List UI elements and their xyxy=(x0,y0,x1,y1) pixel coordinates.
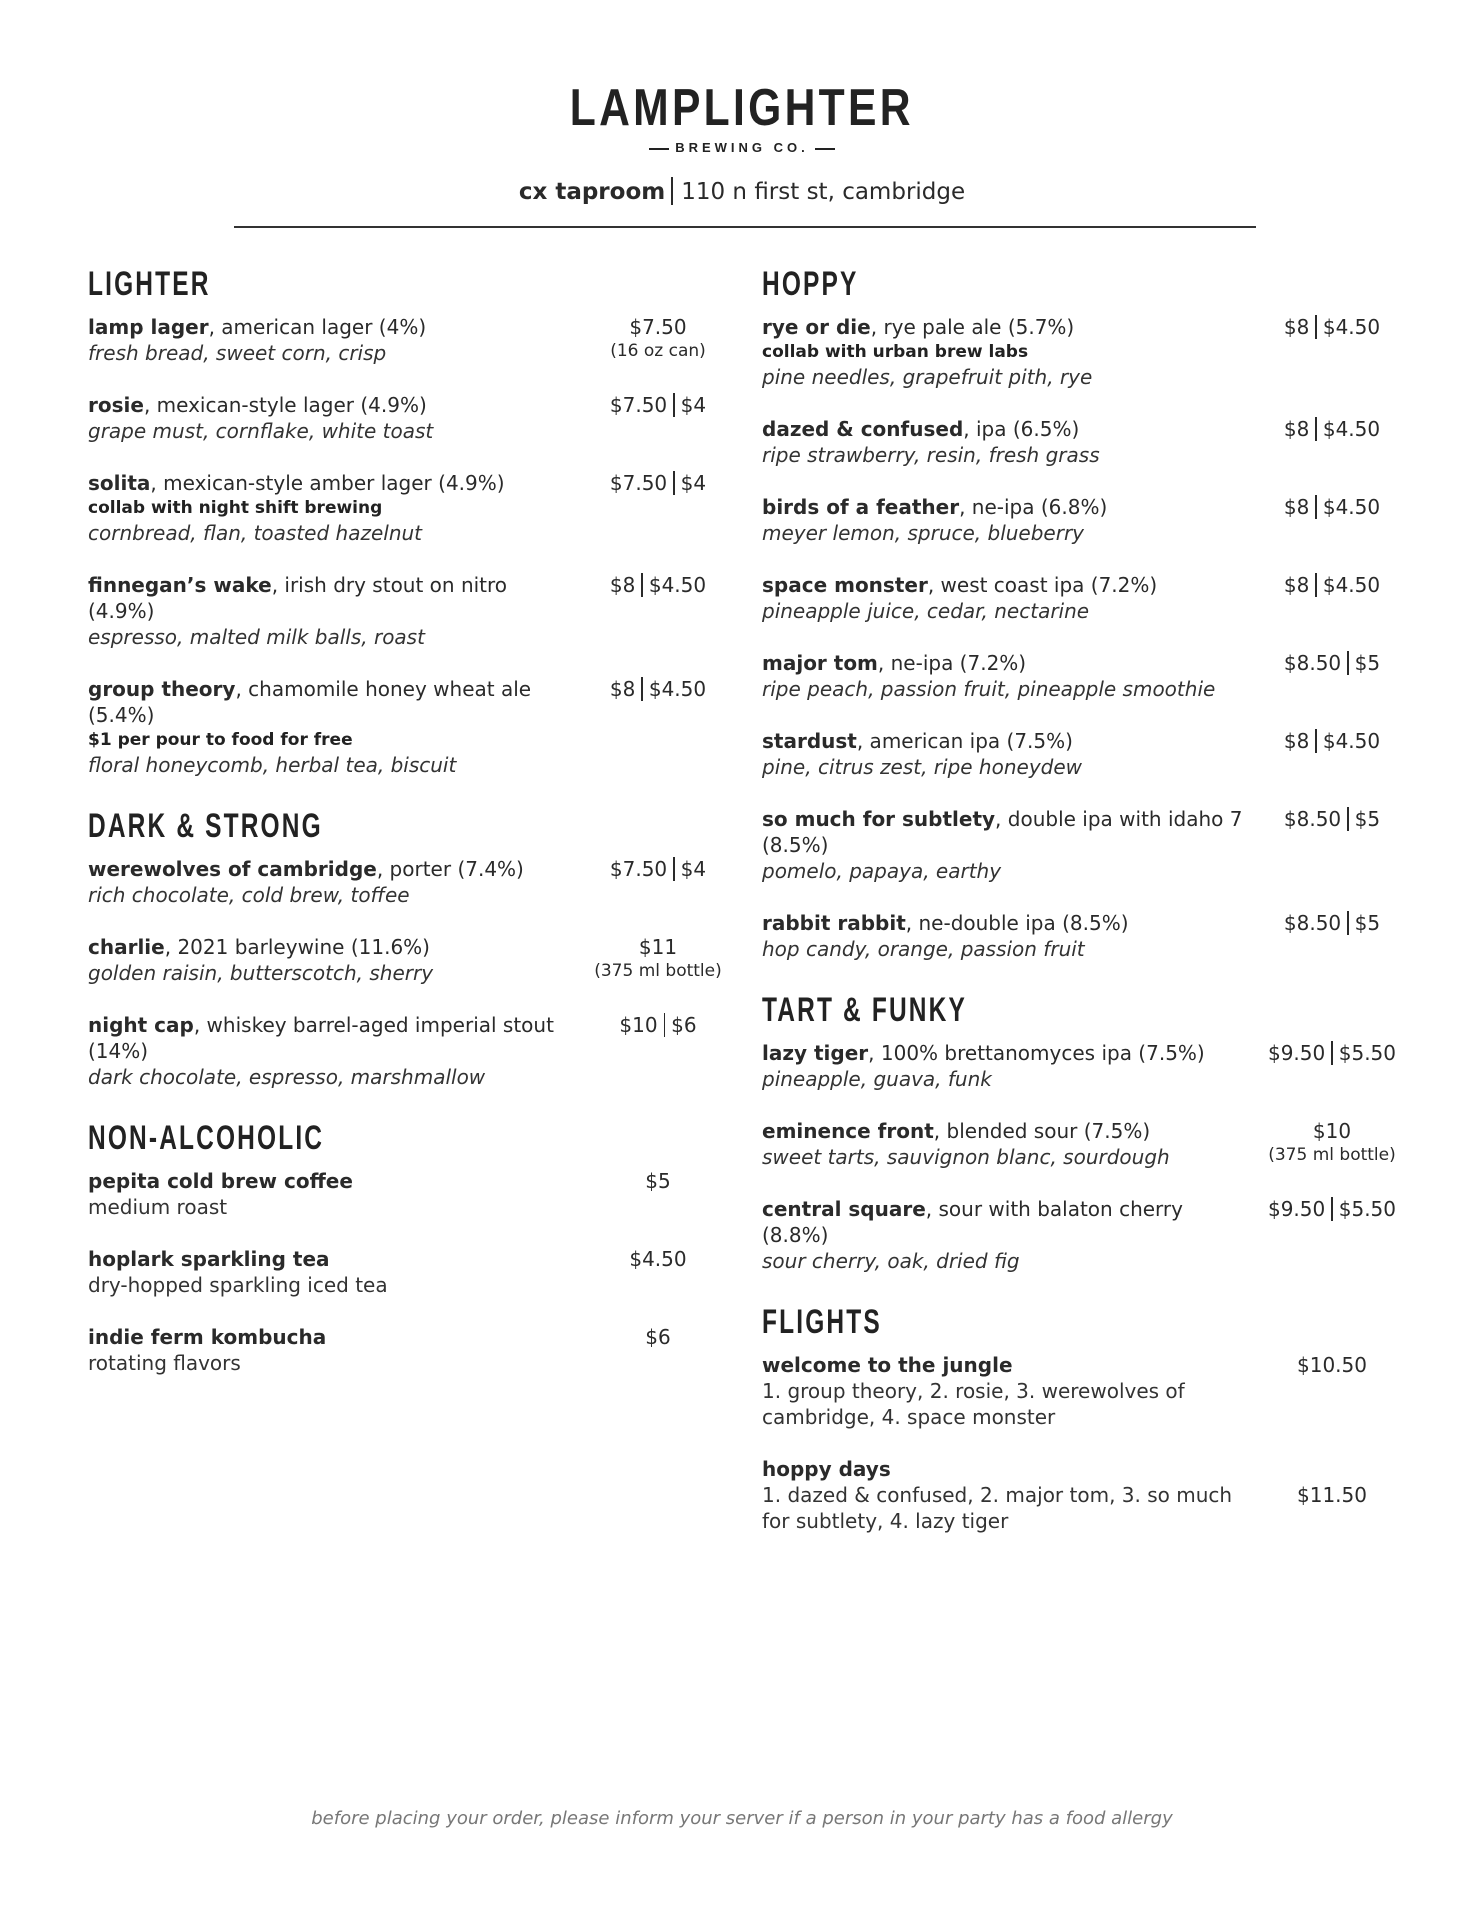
item-title-line xyxy=(762,572,1252,598)
menu-item xyxy=(88,1246,718,1298)
item-style: , whiskey barrel-aged imperial stout (14%) xyxy=(88,1013,554,1063)
item-title-line xyxy=(88,676,558,728)
item-style: , 100% brettanomyces ipa (7.5%) xyxy=(868,1041,1205,1065)
tasting-notes: rich chocolate, cold brew, toffee xyxy=(88,883,410,907)
price-divider xyxy=(1315,729,1317,753)
menu-item xyxy=(88,1012,718,1090)
price-divider xyxy=(1347,651,1349,675)
price-primary: $10 xyxy=(1312,1119,1352,1143)
item-description xyxy=(88,572,558,650)
menu-item xyxy=(762,650,1412,702)
item-detail: 1. dazed & confused, 2. major tom, 3. so much for subtlety, 4. lazy tiger xyxy=(762,1483,1233,1533)
item-description xyxy=(762,572,1252,624)
price-size: (375 ml bottle) xyxy=(1268,1145,1396,1165)
price-size: (16 oz can) xyxy=(610,341,706,361)
item-price xyxy=(1232,416,1432,442)
item-price xyxy=(578,934,738,982)
tasting-notes: hop candy, orange, passion fruit xyxy=(762,937,1085,961)
price-secondary: $4 xyxy=(680,393,707,417)
item-name: stardust xyxy=(762,729,857,753)
item-price xyxy=(1232,728,1432,754)
item-style: , blended sour (7.5%) xyxy=(933,1119,1151,1143)
item-title-line xyxy=(762,1118,1252,1144)
section-title: FLIGHTS xyxy=(762,1303,882,1341)
price-primary: $8 xyxy=(1283,495,1310,519)
item-name: night cap xyxy=(88,1013,194,1037)
location-line xyxy=(0,177,1484,205)
tasting-notes: pine, citrus zest, ripe honeydew xyxy=(762,755,1083,779)
price-primary: $4.50 xyxy=(629,1247,687,1271)
item-title-line xyxy=(88,1012,558,1064)
section-title: DARK & STRONG xyxy=(88,807,323,845)
item-name: lazy tiger xyxy=(762,1041,869,1065)
item-description xyxy=(88,470,558,546)
item-title-line xyxy=(762,806,1252,858)
price-primary: $11 xyxy=(638,935,678,959)
item-title-line xyxy=(762,1196,1252,1248)
price-primary: $8 xyxy=(1283,315,1310,339)
section-non-alcoholic xyxy=(88,1116,718,1376)
price-secondary: $5 xyxy=(1354,807,1381,831)
item-note: collab with urban brew labs xyxy=(762,342,1029,362)
price-divider xyxy=(641,573,643,597)
menu-item xyxy=(762,728,1412,780)
item-style: , mexican-style amber lager (4.9%) xyxy=(150,471,505,495)
item-description xyxy=(762,1040,1252,1092)
item-price xyxy=(578,1246,738,1272)
price-secondary: $4.50 xyxy=(648,573,707,597)
price-divider xyxy=(673,471,675,495)
price-divider xyxy=(1315,315,1317,339)
item-description xyxy=(762,728,1252,780)
menu-item xyxy=(88,392,718,444)
item-title-line xyxy=(88,572,558,624)
price-divider xyxy=(1347,807,1349,831)
item-name: major tom xyxy=(762,651,878,675)
price-divider xyxy=(673,393,675,417)
item-name: rabbit rabbit xyxy=(762,911,906,935)
tasting-notes: pomelo, papaya, earthy xyxy=(762,859,1002,883)
allergy-notice: before placing your order, please inform your server if a person in your party has a food allergy xyxy=(311,1808,1173,1829)
menu-item xyxy=(88,572,718,650)
item-description xyxy=(762,806,1252,884)
menu-item xyxy=(762,494,1412,546)
dash-right xyxy=(815,148,835,150)
brand-subtitle xyxy=(0,140,1484,155)
item-name: eminence front xyxy=(762,1119,934,1143)
item-title-line xyxy=(762,728,1252,754)
item-title-line xyxy=(762,910,1252,936)
item-detail: dry-hopped sparkling iced tea xyxy=(88,1273,388,1297)
item-name: so much for subtlety xyxy=(762,807,996,831)
item-price xyxy=(578,314,738,362)
item-description xyxy=(762,1118,1252,1170)
menu-item xyxy=(88,314,718,366)
item-title-line xyxy=(88,1324,558,1350)
item-description xyxy=(762,1196,1252,1274)
item-title-line xyxy=(762,1040,1252,1066)
price-secondary: $5 xyxy=(1354,651,1381,675)
menu-item xyxy=(762,1118,1412,1170)
item-name: lamp lager xyxy=(88,315,209,339)
header-rule xyxy=(234,226,1256,228)
tasting-notes: pineapple, guava, funk xyxy=(762,1067,992,1091)
price-size: (375 ml bottle) xyxy=(594,961,722,981)
item-description xyxy=(88,392,558,444)
item-style: , irish dry stout on nitro (4.9%) xyxy=(88,573,508,623)
item-name: indie ferm kombucha xyxy=(88,1325,327,1349)
item-description xyxy=(762,494,1252,546)
location-divider xyxy=(671,177,673,205)
item-title-line xyxy=(88,1168,558,1194)
price-secondary: $4 xyxy=(680,471,707,495)
item-title-line xyxy=(762,416,1252,442)
item-name: solita xyxy=(88,471,151,495)
item-style: , porter (7.4%) xyxy=(376,857,524,881)
tasting-notes: fresh bread, sweet corn, crisp xyxy=(88,341,387,365)
tasting-notes: espresso, malted milk balls, roast xyxy=(88,625,425,649)
item-style: , ne-ipa (6.8%) xyxy=(959,495,1108,519)
item-price xyxy=(1232,572,1432,598)
tasting-notes: dark chocolate, espresso, marshmallow xyxy=(88,1065,486,1089)
price-secondary: $4.50 xyxy=(1322,315,1381,339)
tasting-notes: pine needles, grapefruit pith, rye xyxy=(762,365,1093,389)
menu-item xyxy=(762,1196,1412,1274)
price-secondary: $5.50 xyxy=(1338,1041,1397,1065)
item-price xyxy=(578,1168,738,1194)
item-style: , mexican-style lager (4.9%) xyxy=(143,393,427,417)
item-title-line xyxy=(88,470,558,496)
price-secondary: $5 xyxy=(1354,911,1381,935)
item-style: , west coast ipa (7.2%) xyxy=(927,573,1158,597)
tasting-notes: sweet tarts, sauvignon blanc, sourdough xyxy=(762,1145,1170,1169)
menu-item xyxy=(762,416,1412,468)
item-title-line xyxy=(88,934,558,960)
item-name: space monster xyxy=(762,573,928,597)
price-primary: $8 xyxy=(609,573,636,597)
brand-name: LAMPLIGHTER xyxy=(569,79,915,137)
item-description xyxy=(88,1324,558,1376)
price-primary: $8 xyxy=(1283,417,1310,441)
price-divider xyxy=(1347,911,1349,935)
menu-item xyxy=(762,910,1412,962)
item-style: , american lager (4%) xyxy=(208,315,427,339)
item-name: group theory xyxy=(88,677,236,701)
section-tart-funky xyxy=(762,988,1412,1274)
item-name: hoppy days xyxy=(762,1457,891,1481)
menu-item xyxy=(88,1168,718,1220)
price-divider xyxy=(673,857,675,881)
price-primary: $8 xyxy=(609,677,636,701)
menu-item xyxy=(88,1324,718,1376)
item-description xyxy=(88,934,558,986)
item-detail: medium roast xyxy=(88,1195,228,1219)
item-price xyxy=(578,392,738,418)
menu-item xyxy=(762,314,1412,390)
item-style: , sour with balaton cherry (8.8%) xyxy=(762,1197,1183,1247)
item-title-line xyxy=(762,314,1252,340)
price-divider xyxy=(1331,1197,1333,1221)
item-price xyxy=(578,470,738,496)
item-description xyxy=(88,1012,558,1090)
item-name: rye or die xyxy=(762,315,871,339)
item-description xyxy=(762,416,1252,468)
item-title-line xyxy=(88,856,558,882)
menu-item xyxy=(88,934,722,986)
section-title: TART & FUNKY xyxy=(762,991,967,1029)
item-name: werewolves of cambridge xyxy=(88,857,377,881)
item-description xyxy=(88,856,558,908)
price-primary: $8.50 xyxy=(1283,911,1342,935)
item-description xyxy=(762,1352,1252,1430)
item-price xyxy=(1232,1482,1432,1508)
tasting-notes: ripe strawberry, resin, fresh grass xyxy=(762,443,1100,467)
price-secondary: $4.50 xyxy=(1322,729,1381,753)
menu-item xyxy=(762,806,1412,884)
tasting-notes: golden raisin, butterscotch, sherry xyxy=(88,961,434,985)
item-detail: rotating flavors xyxy=(88,1351,241,1375)
left-column xyxy=(88,262,722,1402)
item-style: , 2021 barleywine (11.6%) xyxy=(164,935,430,959)
item-name: rosie xyxy=(88,393,144,417)
section-title: HOPPY xyxy=(762,265,859,303)
price-primary: $11.50 xyxy=(1297,1483,1367,1507)
item-name: central square xyxy=(762,1197,926,1221)
tasting-notes: floral honeycomb, herbal tea, biscuit xyxy=(88,753,457,777)
price-primary: $6 xyxy=(645,1325,671,1349)
item-price xyxy=(1232,1118,1432,1166)
price-secondary: $6 xyxy=(671,1013,697,1037)
item-description xyxy=(762,650,1252,702)
menu-item xyxy=(762,1040,1412,1092)
brand-sub-text: BREWING CO. xyxy=(675,140,809,155)
item-price xyxy=(578,676,738,702)
price-secondary: $4.50 xyxy=(1322,417,1381,441)
item-style: , ipa (6.5%) xyxy=(963,417,1080,441)
section-dark-strong xyxy=(88,804,722,1090)
price-primary: $8.50 xyxy=(1283,807,1342,831)
item-name: welcome to the jungle xyxy=(762,1353,1013,1377)
brewery-logo xyxy=(0,78,1484,155)
price-primary: $7.50 xyxy=(609,471,668,495)
tasting-notes: meyer lemon, spruce, blueberry xyxy=(762,521,1085,545)
price-primary: $8.50 xyxy=(1283,651,1342,675)
location-name: cx taproom xyxy=(518,179,666,205)
price-divider xyxy=(1315,495,1317,519)
price-primary: $10.50 xyxy=(1297,1353,1367,1377)
item-name: dazed & confused xyxy=(762,417,964,441)
price-secondary: $4.50 xyxy=(648,677,707,701)
right-column xyxy=(762,262,1412,1560)
price-divider xyxy=(641,677,643,701)
price-secondary: $4 xyxy=(680,857,707,881)
tasting-notes: sour cherry, oak, dried fig xyxy=(762,1249,1020,1273)
item-description xyxy=(88,1168,558,1220)
item-note: $1 per pour to food for free xyxy=(88,730,353,750)
menu-item xyxy=(88,676,718,778)
item-name: hoplark sparkling tea xyxy=(88,1247,330,1271)
item-title-line xyxy=(762,1352,1252,1378)
tasting-notes: grape must, cornflake, white toast xyxy=(88,419,434,443)
price-primary: $5 xyxy=(645,1169,671,1193)
item-price xyxy=(1232,650,1432,676)
item-title-line xyxy=(762,650,1252,676)
item-note: collab with night shift brewing xyxy=(88,498,383,518)
price-divider xyxy=(1315,573,1317,597)
item-title-line xyxy=(88,392,558,418)
price-primary: $7.50 xyxy=(609,393,668,417)
price-primary: $8 xyxy=(1283,729,1310,753)
price-primary: $10 xyxy=(619,1013,658,1037)
dash-left xyxy=(649,148,669,150)
menu-item xyxy=(762,1456,1412,1534)
tasting-notes: ripe peach, passion fruit, pineapple smoothie xyxy=(762,677,1216,701)
item-price xyxy=(1232,1196,1432,1222)
price-primary: $9.50 xyxy=(1267,1197,1326,1221)
price-secondary: $4.50 xyxy=(1322,573,1381,597)
item-description xyxy=(88,676,558,778)
item-price xyxy=(578,856,738,882)
price-divider xyxy=(1315,417,1317,441)
price-primary: $7.50 xyxy=(629,315,687,339)
price-secondary: $4.50 xyxy=(1322,495,1381,519)
item-style: , american ipa (7.5%) xyxy=(856,729,1073,753)
item-style: , chamomile honey wheat ale (5.4%) xyxy=(88,677,532,727)
section-title: NON-ALCOHOLIC xyxy=(88,1119,325,1157)
price-primary: $9.50 xyxy=(1267,1041,1326,1065)
menu-item xyxy=(762,1352,1412,1430)
item-description xyxy=(88,314,558,366)
item-name: charlie xyxy=(88,935,165,959)
item-description xyxy=(762,314,1252,390)
item-detail: 1. group theory, 2. rosie, 3. werewolves of cambridge, 4. space monster xyxy=(762,1379,1185,1429)
menu-item xyxy=(88,470,718,546)
item-name: birds of a feather xyxy=(762,495,960,519)
item-name: pepita cold brew coffee xyxy=(88,1169,353,1193)
price-primary: $7.50 xyxy=(609,857,668,881)
item-price xyxy=(1232,494,1432,520)
item-price xyxy=(578,1012,738,1038)
item-title-line xyxy=(762,494,1252,520)
price-secondary: $5.50 xyxy=(1338,1197,1397,1221)
tasting-notes: pineapple juice, cedar, nectarine xyxy=(762,599,1090,623)
item-style: , ne-ipa (7.2%) xyxy=(877,651,1027,675)
item-price xyxy=(1232,806,1432,832)
item-title-line xyxy=(88,1246,558,1272)
section-title: LIGHTER xyxy=(88,265,211,303)
item-description xyxy=(762,910,1252,962)
item-style: , rye pale ale (5.7%) xyxy=(870,315,1075,339)
item-style: , ne-double ipa (8.5%) xyxy=(905,911,1129,935)
item-name: finnegan’s wake xyxy=(88,573,272,597)
section-flights xyxy=(762,1300,1412,1534)
item-price xyxy=(1232,1040,1432,1066)
section-hoppy xyxy=(762,262,1412,962)
tasting-notes: cornbread, flan, toasted hazelnut xyxy=(88,521,423,545)
section-lighter xyxy=(88,262,718,778)
menu-item xyxy=(88,856,718,908)
item-style: , double ipa with idaho 7 (8.5%) xyxy=(762,807,1243,857)
item-price xyxy=(1232,1352,1432,1378)
price-divider xyxy=(1331,1041,1333,1065)
item-price xyxy=(1232,910,1432,936)
item-description xyxy=(88,1246,558,1298)
price-divider xyxy=(664,1013,666,1037)
item-title-line xyxy=(762,1456,1252,1482)
menu-item xyxy=(762,572,1412,624)
price-primary: $8 xyxy=(1283,573,1310,597)
location-address: 110 n first st, cambridge xyxy=(681,179,966,205)
item-description xyxy=(762,1456,1252,1534)
item-price xyxy=(578,1324,738,1350)
item-price xyxy=(1232,314,1432,340)
item-price xyxy=(578,572,738,598)
item-title-line xyxy=(88,314,558,340)
